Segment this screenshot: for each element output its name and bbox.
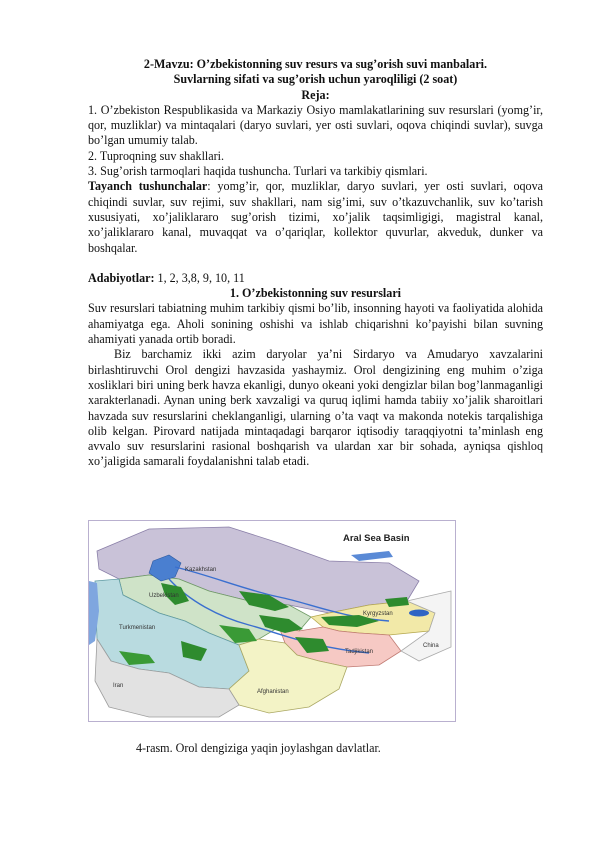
header-block [88, 57, 543, 470]
literature-label: Adabiyotlar: [88, 270, 155, 285]
map-label-afghanistan: Afghanistan [257, 689, 289, 695]
key-concepts [88, 179, 543, 255]
key-concepts-text: : yomg’ir, qor, muzliklar, daryo suvlari, yer osti suvlari, oqova chiqindi suvlar, suv rejimi, suv shakllari, nam sig’imi, suv o’tkazuvchanlik, suv ko’tarish xususiyati, xo’jaliklararo sug’orish tizimi, xo’jalik taqsimligigi, magistral kanal, xo’jaliklararo kanal, muvaqqat va o’qariqlar, kollektor quvurlar, akveduk, dunker va boshqalar. [88, 179, 543, 255]
literature-text: 1, 2, 3,8, 9, 10, 11 [154, 270, 245, 285]
plan-item-2: 2. Tuproqning suv shakllari. [88, 148, 225, 163]
literature [88, 271, 543, 286]
topic-title: 2-Mavzu: O’zbekistonning suv resurs va sug’orish suvi manbalari. [143, 57, 488, 71]
map-label-china: China [423, 643, 439, 649]
aral-sea-basin-map [88, 520, 456, 722]
topic-subtitle: Suvlarning sifati va sug’orish uchun yaroqliligi (2 soat) [173, 72, 458, 87]
map-label-kazakhstan: Kazakhstan [185, 567, 217, 573]
map-graphic [89, 521, 455, 721]
map-label-tadjikistan: Tadjikistan [345, 649, 374, 655]
figure-caption: 4-rasm. Orol dengiziga yaqin joylashgan davlatlar. [136, 741, 381, 755]
plan-item-3: 3. Sug’orish tarmoqlari haqida tushuncha. Turlari va tarkibiy qismlari. [88, 164, 428, 179]
map-label-turkmenistan: Turkmenistan [119, 625, 156, 631]
map-title: Aral Sea Basin [343, 533, 410, 544]
paragraph-2: Biz barchamiz ikki azim daryolar ya’ni Sirdaryo va Amudaryo xavzalarini birlashtiruvchi Orol dengizi havzasida yashaymiz. Orol dengizining eng muhim o’ziga xosliklari biri uning berk havza ekanligi, dunyo okeani yoki dengizlar bilan bog’lanmaganligi xarakterlanadi. Aynan uning berk xavzaligi va quruq iqlimi hamda tabiiy xo’jalik sharoitlari havzada suv resurslarini cheklanganligi, ularning o’ta vaqt va makonda notekis tarqalishiga olib kelgan. Pirovard natijada mintaqadagi barqaror iqtisodiy taraqqiyotni ta’minlash eng avvalo suv resurslarini rasional boshqarish va ulardan xar bir sohada, ayniqsa qishloq xo’jaligida samarali foydalanishni talab etadi. [88, 347, 543, 469]
map-label-uzbekistan: Uzbekistan [149, 593, 179, 599]
issyk-kul-lake [409, 610, 429, 617]
map-label-kyrgyzstan: Kyrgyzstan [363, 611, 393, 617]
paragraph-1: Suv resurslari tabiatning muhim tarkibiy qismi bo’lib, insonning hayoti va faoliyatida alohida ahamiyatga ega. Aholi sonining oshishi va ishlab chiqarishni ko’payishi bilan suvning ahamiyati yanada ortib boradi. [88, 301, 543, 347]
plan-item-1: 1. O’zbekiston Respublikasida va Markaziy Osiyo mamlakatlarining suv resurslari (yomg’ir, qor, muzliklar) va mintaqalari (daryo suvlari, yer osti suvlari, oqova chiqindi suvlar), suvga bo’lgan umumiy talab. [88, 102, 543, 148]
map-label-iran: Iran [113, 683, 124, 689]
plan-heading: Reja: [301, 87, 330, 102]
key-concepts-label: Tayanch tushunchalar [88, 179, 208, 194]
section-heading: 1. O’zbekistonning suv resurslari [229, 286, 402, 301]
